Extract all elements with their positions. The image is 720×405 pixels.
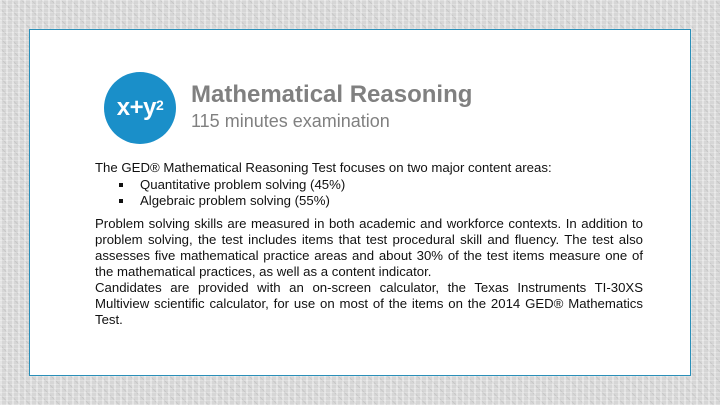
math-logo-icon [104,72,176,144]
paragraph-problem-solving: Problem solving skills are measured in both academic and workforce contexts. In addition to problem solving, the test includes items that test procedural skill and fluency. The test also assesses five mathematical practice areas and about 30% of the test items measure one of the mathematical practices, as well as a content indicator. [95,216,643,279]
list-item-label: Algebraic problem solving (55%) [140,193,330,208]
content-area-list [95,177,643,209]
content-body [95,160,643,328]
list-item-label: Quantitative problem solving (45%) [140,177,346,192]
logo-superscript: 2 [155,97,164,113]
square-bullet-icon [119,199,123,203]
square-bullet-icon [119,183,123,187]
page-subtitle: 115 minutes examination [191,111,390,131]
logo-text: x+y [116,94,156,121]
slide-card [29,29,691,376]
page-title: Mathematical Reasoning [191,81,473,108]
intro-text: The GED® Mathematical Reasoning Test focuses on two major content areas: [95,160,552,175]
paragraph-calculator: Candidates are provided with an on-screen calculator, the Texas Instruments TI-30XS Multiview scientific calculator, for use on most of the items on the 2014 GED® Mathematics Test. [95,280,643,327]
list-item [95,177,643,193]
list-item [95,193,643,209]
